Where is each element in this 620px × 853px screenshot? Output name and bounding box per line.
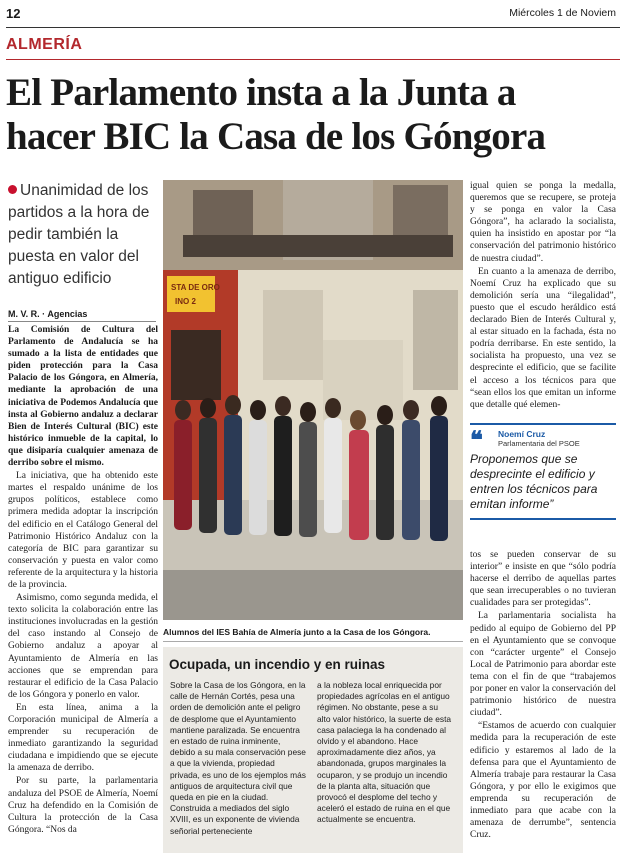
header-divider	[6, 27, 620, 28]
article-column-1	[8, 324, 158, 837]
quote-author-role: Parlamentaria del PSOE	[498, 439, 580, 448]
sidebar-column-2: a la nobleza local enriquecida por propiedades agrícolas en el antiguo régimen. No obstante, pese a su alto valor histórico, la suerte de esta casa palaciega la ha condenado al olvido y el abandono. Hace aproximadamente diez años, ya abandonada, grupos marginales la ocuparon, y se produjo un incendio de la planta alta, situación que provocó el desplome del techo y aceleró el estado de ruina en el que actualmente se encuentra.	[317, 680, 452, 825]
headline-line-2: hacer BIC la Casa de los Góngora	[6, 115, 546, 158]
paragraph: La parlamentaria socialista ha pedido al equipo de Gobierno del PP en el Ayuntamiento que se convoque con “carácter urgente” el Consejo Local de Patrimonio para abordar este tema con el fin de que “trabajemos por poner en valor la conservación del patrimonio histórico de nuestra ciudad”.	[470, 611, 616, 719]
quote-author: Noemí Cruz	[498, 429, 546, 439]
byline-divider	[8, 321, 156, 322]
quote-bottom-rule	[470, 518, 616, 520]
article-column-3-top	[470, 180, 616, 412]
quote-top-rule	[470, 423, 616, 425]
headline	[6, 71, 616, 159]
paragraph: La Comisión de Cultura del Parlamento de Andalucía se ha sumado a la lista de entidades que piden protección para la Casa Palacio de los Góngora, en Almería, mediante la aprobación de una iniciativa de Podemos Andalucía que insta al Gobierno andaluz a declarar Bien de Interés Cultural (BIC) este histórico inmueble de la capital, lo que disiparía cualquier amenaza de derribo sobre el mismo.	[8, 325, 158, 469]
quote-mark-icon: ❝	[470, 427, 483, 454]
paragraph: Asimismo, como segunda medida, el texto solicita la colaboración entre las instituciones involucradas en la gestión del caso instando al Consejo de Gobierno andaluz a apoyar al Ayuntamiento de Almería en las acciones que se emprendan para restaurar el edificio de la Casa Palacio de los Góngora y ponerlo en valor.	[8, 593, 158, 700]
quote-text: Proponemos que se desprecinte el edificio y entren los técnicos para emitan informe”	[470, 452, 598, 511]
byline: M. V. R. · Agencias	[8, 309, 88, 319]
paragraph: La iniciativa, que ha obtenido este martes el respaldo unánime de los grupos políticos, establece como primera medida adoptar la inscripción del edificio en el Catálogo General del Patrimonio Histórico Andaluz con la categoría de BIC para garantizar su conservación y puesta en valor como referente de la arquitectura y la historia de la provincia.	[8, 471, 158, 590]
section-label: ALMERÍA	[6, 36, 83, 53]
paragraph: tos se pueden conservar de su interior” e insiste en que “sólo podría hacerse el derribo de aquellas partes que sean irrecuperables o no tuvieran cualidades para ser protegidas”.	[470, 550, 616, 609]
headline-line-1: El Parlamento insta a la Junta a	[6, 71, 516, 114]
paragraph: “Estamos de acuerdo con cualquier medida para la recuperación de este edificio y estaremos al lado de la defensa para que el Ayuntamiento de Almería trabaje para restaurar la Casa Góngora, y por ello le exigimos que emprenda su recuperación de inmediato para que acabe con la amenaza de derrumbe”, sentencia Cruz.	[470, 721, 616, 841]
photo-caption: Alumnos del IES Bahía de Almería junto a la Casa de los Góngora.	[163, 627, 431, 637]
article-column-3-bottom	[470, 549, 616, 842]
paragraph: En cuanto a la amenaza de derribo, Noemí Cruz ha explicado que su demolición sería una “ilegalidad”, puesto que el escudo heráldico está declarado Bien de Interés Cultural y, al estar situado en la fachada, ésta no podría derribarse. En este sentido, la socialista ha propuesto, una vez se desprecinte el edificio, que se facilite el acceso a los técnicos para que “sean ellos los que emitan un informe que detalle qué elemen-	[470, 266, 616, 410]
shop-sign: STA DE ORO	[171, 283, 220, 292]
caption-divider	[163, 641, 463, 642]
sidebar-title: Ocupada, un incendio y en ruinas	[169, 657, 386, 672]
subheadline	[8, 180, 154, 290]
paragraph: Por su parte, la parlamentaria andaluza del PSOE de Almería, Noemí Cruz ha defendido en la Comisión de Cultura la protección de la Casa Góngora. “Nos da	[8, 776, 158, 835]
article-photo	[163, 180, 463, 620]
subheadline-text: Unanimidad de los partidos a la hora de pedir también la puesta en valor del antiguo edificio	[8, 182, 150, 287]
bullet-icon	[8, 185, 17, 194]
shop-sign-line-2: INO 2	[175, 297, 196, 306]
photo-illustration	[163, 180, 463, 620]
paragraph: igual quien se ponga la medalla, queremos que se recupere, se proteja y se ponga en valor la Casa Góngora”, ha aclarado la socialista, quien ha insistido en apostar por “la conservación del patrimonio histórico de nuestra ciudad”.	[470, 181, 616, 264]
paragraph: En esta línea, anima a la Corporación municipal de Almería a emprender su recuperación de inmediato garantizando la seguridad ciudadana e impidiendo que se ejecute la amenaza de derribo.	[8, 702, 158, 774]
section-divider	[6, 59, 620, 60]
sidebar-column-1: Sobre la Casa de los Góngora, en la calle de Hernán Cortés, pesa una orden de demolición ante el peligro de desplome que el Ayuntamiento mantiene paralizada. Se encuentra en estado de ruina inminente, debido a su mala conservación pese a que la vivienda, propiedad privada, es uno de los ejemplos más antiguos de arquitectura civil que queda en pie en la ciudad. Construida a mediados del siglo XVIII, es un exponente de vivienda señorial perteneciente	[170, 680, 306, 836]
sidebar-box	[163, 647, 463, 853]
pull-quote	[470, 423, 616, 520]
page-number: 12	[6, 6, 21, 21]
issue-date: Miércoles 1 de Noviem	[509, 7, 616, 19]
